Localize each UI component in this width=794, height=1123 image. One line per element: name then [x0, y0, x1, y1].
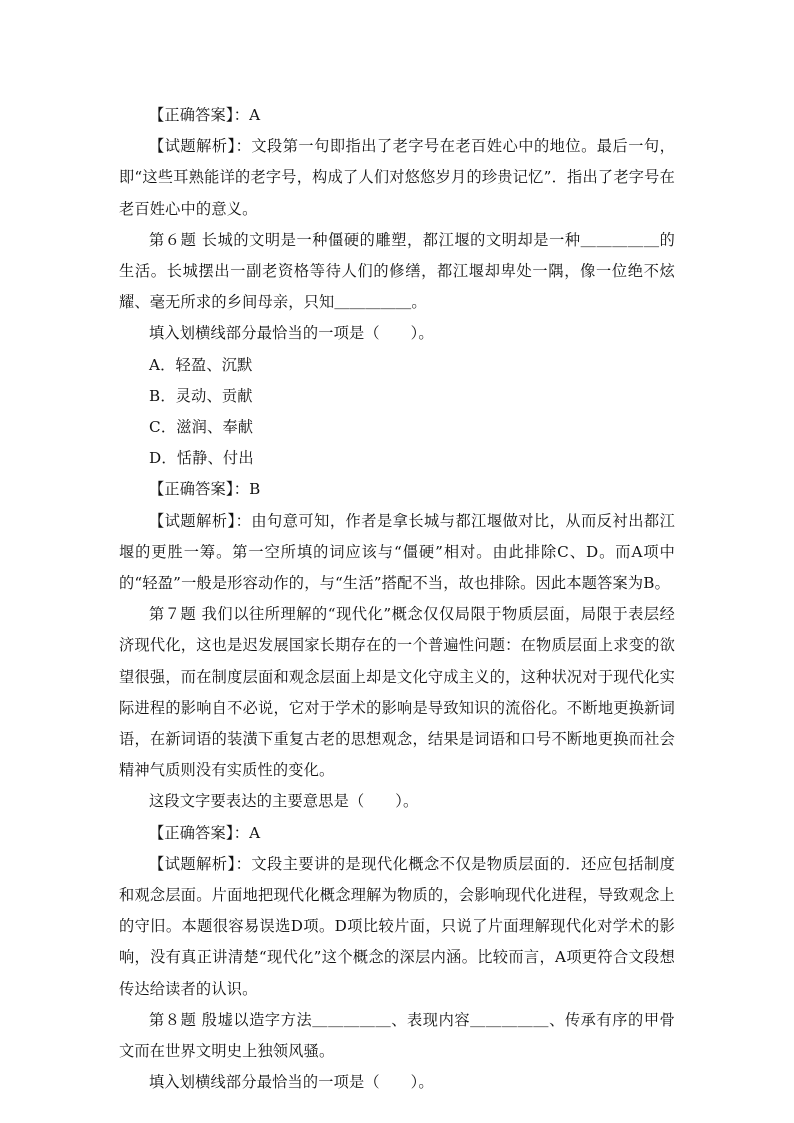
question-7-stem: 第７题 我们以往所理解的“现代化”概念仅仅局限于物质层面，局限于表层经济现代化，这也是迟发展国家长期存在的一个普遍性问题：在物质层面上求变的欲望很强，而在制度层面和观念层面上却是文化守成主义的，这种状况对于现代化实际进程的影响自不必说，它对于学术的影响是导致知识的流俗化。不断地更换新词语，在新词语的装潢下重复古老的思想观念，结果是词语和口号不断地更换而社会精神气质则没有实质性的变化。	[119, 605, 675, 780]
analysis-paragraph: 【试题解析】：由句意可知，作者是拿长城与都江堰做对比，从而反衬出都江堰的更胜一筹。第一空所填的词应该与“僵硬”相对。由此排除C、D。而A项中的“轻盈”一般是形容动作的，与“生活”搭配不当，故也排除。因此本题答案为B。	[119, 511, 675, 593]
question-8-stem: 第８题 殷墟以造字方法＿＿＿＿＿、表现内容＿＿＿＿＿、传承有序的甲骨文而在世界文明史上独领风骚。	[119, 1010, 675, 1061]
option-a: A．轻盈、沉默	[149, 355, 253, 374]
answer-line: 【正确答案】：B	[149, 480, 261, 499]
question-8-prompt: 填入划横线部分最恰当的一项是（ ）。	[149, 1073, 434, 1092]
analysis-paragraph: 【试题解析】：文段主要讲的是现代化概念不仅是物质层面的．还应包括制度和观念层面。片面地把现代化概念理解为物质的，会影响现代化进程，导致观念上的守旧。本题很容易误选D项。D项比较片面，只说了片面理解现代化对学术的影响，没有真正讲清楚“现代化”这个概念的深层内涵。比较而言，A项更符合文段想传达给读者的认识。	[119, 854, 675, 998]
analysis-paragraph: 【试题解析】：文段第一句即指出了老字号在老百姓心中的地位。最后一句，即“这些耳熟能详的老字号，构成了人们对悠悠岁月的珍贵记忆”．指出了老字号在老百姓心中的意义。	[119, 137, 675, 218]
answer-line: 【正确答案】：A	[149, 823, 261, 842]
option-d: D．恬静、付出	[149, 449, 254, 468]
question-6-stem: 第６题 长城的文明是一种僵硬的雕塑，都江堰的文明却是一种＿＿＿＿＿的生活。长城摆出一副老资格等待人们的修缮，都江堰却卑处一隅，像一位绝不炫耀、毫无所求的乡间母亲，只知＿＿＿＿＿。	[119, 230, 675, 312]
question-7-prompt: 这段文字要表达的主要意思是（ ）。	[149, 792, 419, 811]
answer-line: 【正确答案】：A	[149, 106, 261, 124]
option-c: C．滋润、奉献	[149, 418, 254, 437]
question-6-prompt: 填入划横线部分最恰当的一项是（ ）。	[149, 324, 434, 343]
option-b: B．灵动、贡献	[149, 386, 253, 405]
document-body	[119, 100, 675, 1099]
